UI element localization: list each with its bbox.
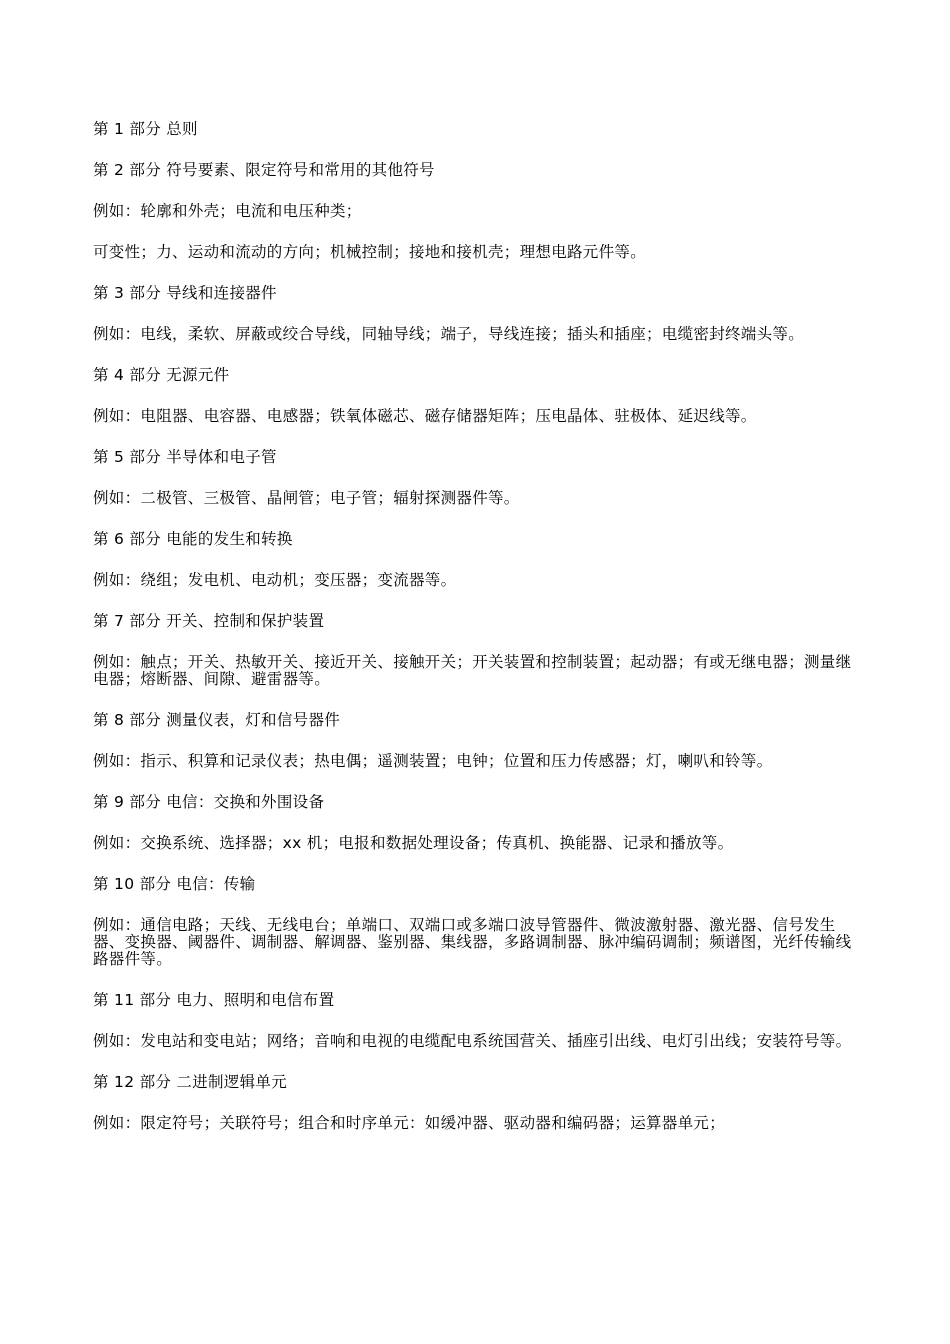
example-paragraph: 例如：绕组；发电机、电动机；变压器；变流器等。 [93,571,457,589]
section-heading: 第 7 部分 开关、控制和保护装置 [93,612,325,630]
example-paragraph: 例如：通信电路；天线、无线电台；单端口、双端口或多端口波导管器件、微波激射器、激光器、信号发生器、变换器、阈器件、调制器、解调器、鉴别器、集线器，多路调制器、脉冲编码调制；频谱图，光纤传输线路器件等。 [93,916,852,968]
section-heading: 第 5 部分 半导体和电子管 [93,448,277,466]
section-heading: 第 3 部分 导线和连接器件 [93,284,277,302]
section-heading: 第 9 部分 电信：交换和外围设备 [93,793,325,811]
section-heading: 第 10 部分 电信：传输 [93,875,256,893]
example-paragraph: 例如：二极管、三极管、晶闸管；电子管；辐射探测器件等。 [93,489,520,507]
example-paragraph: 例如：发电站和变电站；网络；音响和电视的电缆配电系统国营关、插座引出线、电灯引出线；安装符号等。 [93,1032,852,1050]
document-body [93,121,863,1132]
section-heading: 第 12 部分 二进制逻辑单元 [93,1073,288,1091]
example-paragraph: 可变性；力、运动和流动的方向；机械控制；接地和接机壳；理想电路元件等。 [93,243,647,261]
section-heading: 第 8 部分 测量仪表，灯和信号器件 [93,711,341,729]
example-paragraph: 例如：轮廓和外壳；电流和电压种类； [93,202,362,220]
example-paragraph: 例如：电线，柔软、屏蔽或绞合导线，同轴导线；端子，导线连接；插头和插座；电缆密封终端头等。 [93,325,805,343]
section-heading: 第 1 部分 总则 [93,120,198,138]
section-heading: 第 2 部分 符号要素、限定符号和常用的其他符号 [93,161,435,179]
example-paragraph: 例如：限定符号；关联符号；组合和时序单元：如缓冲器、驱动器和编码器；运算器单元； [93,1114,726,1132]
example-paragraph: 例如：交换系统、选择器；xx 机；电报和数据处理设备；传真机、换能器、记录和播放等。 [93,834,734,852]
example-paragraph: 例如：指示、积算和记录仪表；热电偶；遥测装置；电钟；位置和压力传感器；灯，喇叭和铃等。 [93,752,773,770]
section-heading: 第 11 部分 电力、照明和电信布置 [93,991,335,1009]
example-paragraph: 例如：触点；开关、热敏开关、接近开关、接触开关；开关装置和控制装置；起动器；有或无继电器；测量继电器；熔断器、间隙、避雷器等。 [93,653,852,688]
section-heading: 第 4 部分 无源元件 [93,366,230,384]
example-paragraph: 例如：电阻器、电容器、电感器；铁氧体磁芯、磁存储器矩阵；压电晶体、驻极体、延迟线等。 [93,407,757,425]
section-heading: 第 6 部分 电能的发生和转换 [93,530,293,548]
